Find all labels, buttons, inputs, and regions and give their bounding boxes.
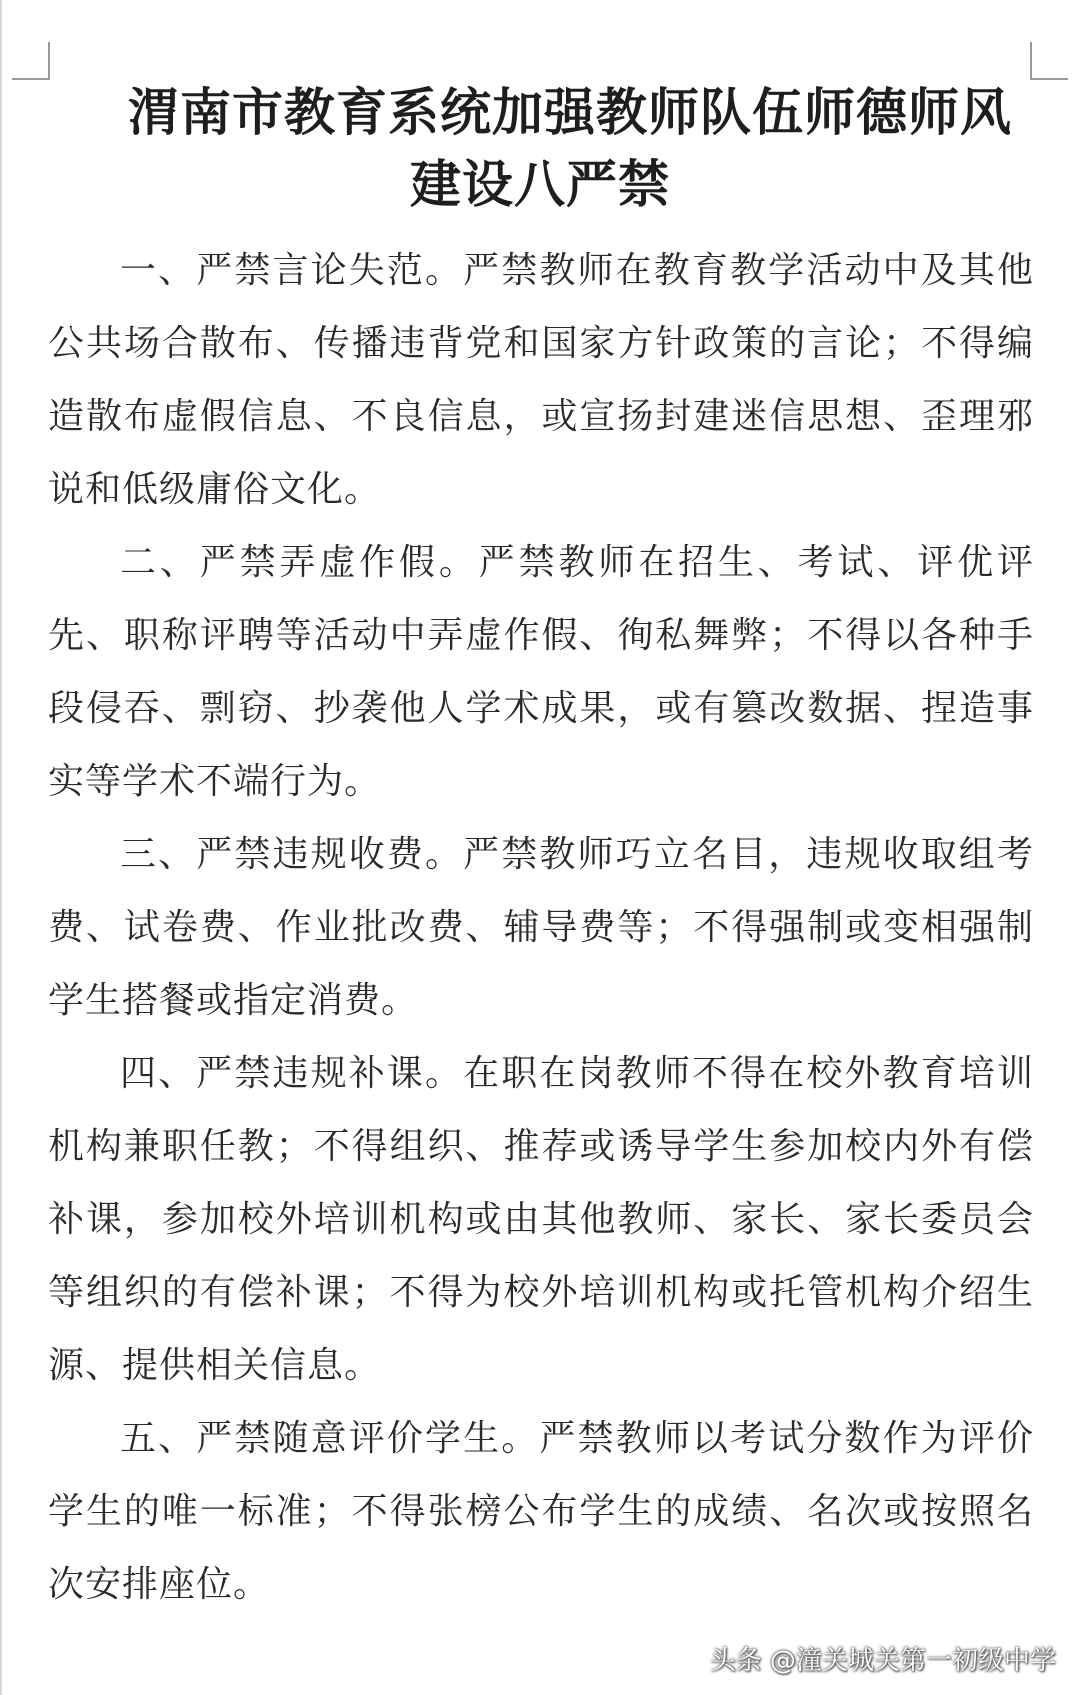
source-watermark: 头条 @潼关城关第一初级中学	[709, 1646, 1056, 1676]
section-1-paragraph: 一、严禁言论失范。严禁教师在教育教学活动中及其他公共场合散布、传播违背党和国家方针政策的言论；不得编造散布虚假信息、不良信息，或宣扬封建迷信思想、歪理邪说和低级庸俗文化。	[48, 250, 1034, 510]
top-left-margin-mark	[12, 42, 50, 80]
section-5-paragraph: 五、严禁随意评价学生。严禁教师以考试分数作为评价学生的唯一标准；不得张榜公布学生的成绩、名次或按照名次安排座位。	[48, 1418, 1034, 1605]
section-2-paragraph: 二、严禁弄虚作假。严禁教师在招生、考试、评优评先、职称评聘等活动中弄虚作假、徇私舞弊；不得以各种手段侵吞、剽窃、抄袭他人学术成果，或有篡改数据、捏造事实等学术不端行为。	[48, 542, 1034, 802]
section-4-paragraph: 四、严禁违规补课。在职在岗教师不得在校外教育培训机构兼职任教；不得组织、推荐或诱导学生参加校内外有偿补课，参加校外培训机构或由其他教师、家长、家长委员会等组织的有偿补课；不得为校外培训机构或托管机构介绍生源、提供相关信息。	[48, 1053, 1034, 1386]
document-body	[48, 234, 1034, 1621]
title-line-2: 建设八严禁	[409, 156, 670, 215]
document-title	[40, 78, 1040, 222]
top-right-margin-mark	[1030, 42, 1068, 80]
page-edge-shadow	[0, 0, 2, 1695]
title-line-1: 渭南市教育系统加强教师队伍师德师风	[127, 84, 1012, 143]
section-3-paragraph: 三、严禁违规收费。严禁教师巧立名目，违规收取组考费、试卷费、作业批改费、辅导费等；不得强制或变相强制学生搭餐或指定消费。	[48, 834, 1034, 1021]
